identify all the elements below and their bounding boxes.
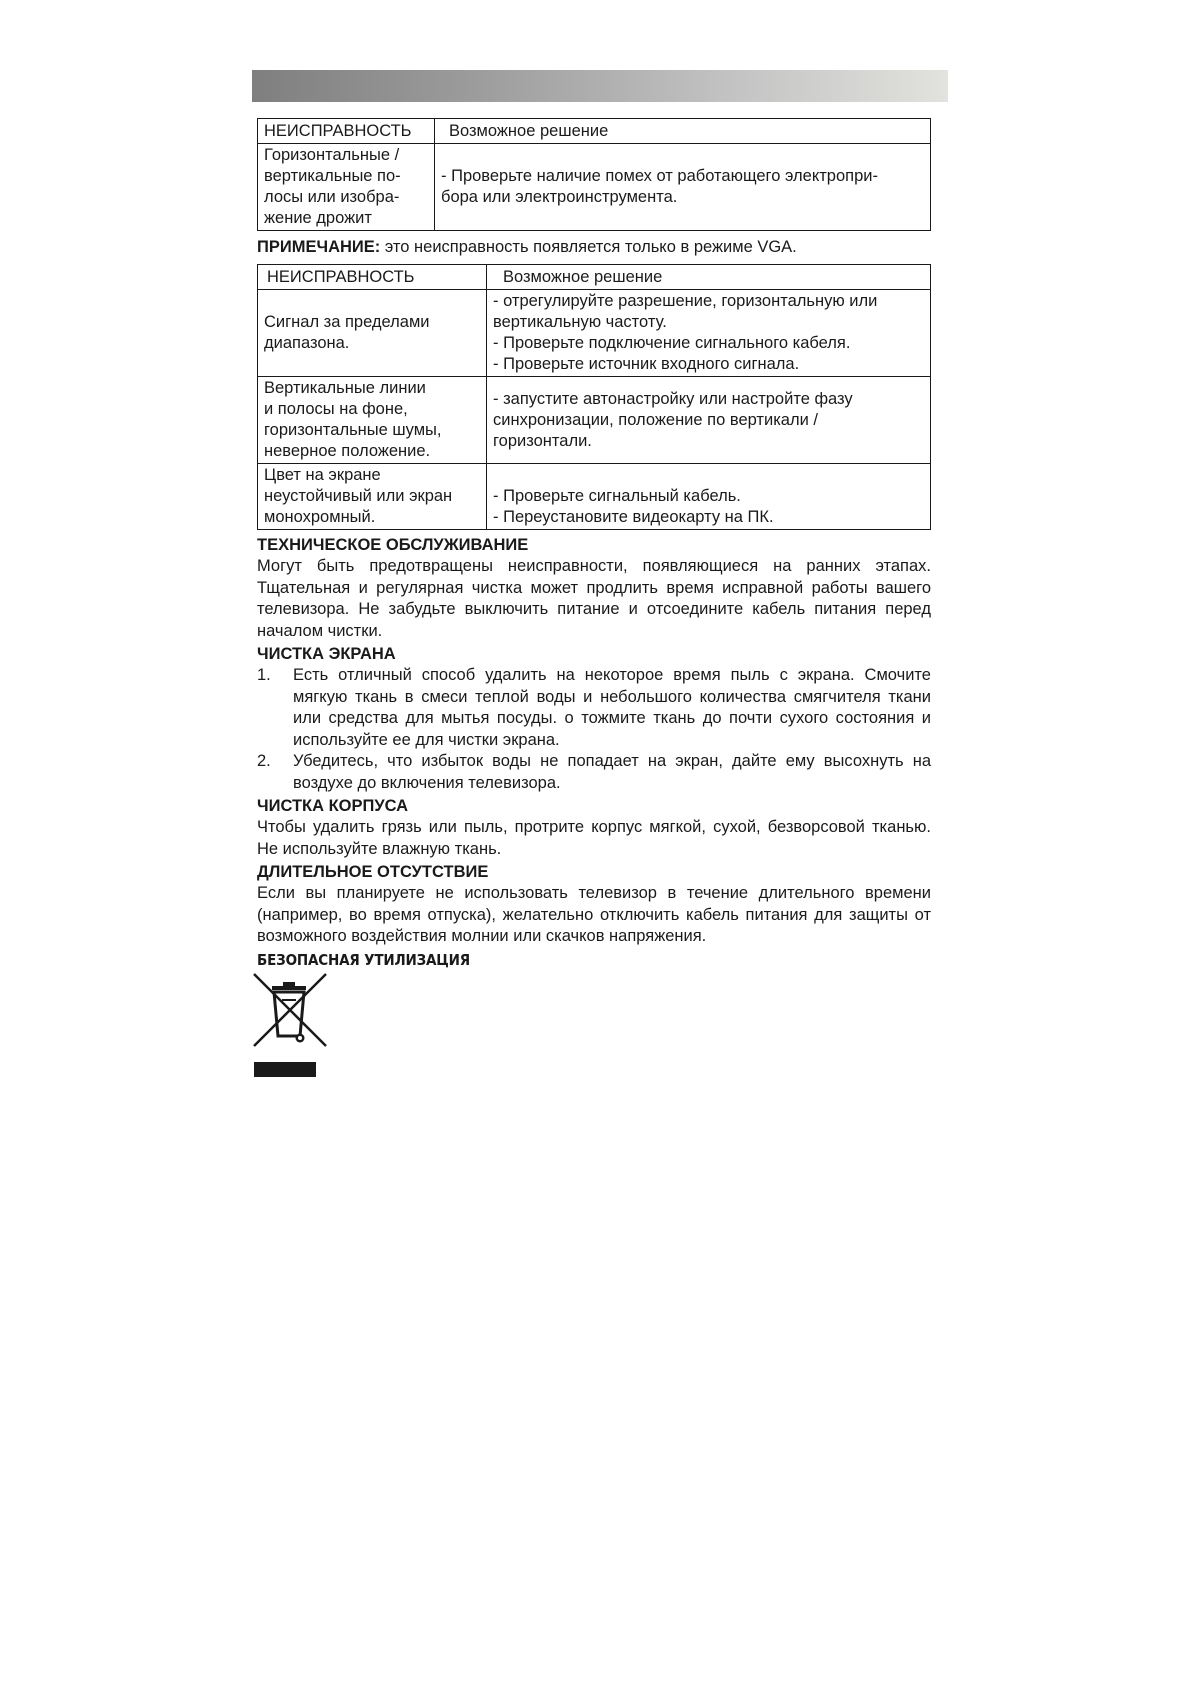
maintenance-title: ТЕХНИЧЕСКОЕ ОБСЛУЖИВАНИЕ: [257, 536, 529, 554]
solution-cell: - отрегулируйте разрешение, горизонтальную или вертикальную частоту. - Проверьте подключение сигнального кабеля. - Проверьте источник входного сигнала.: [487, 290, 931, 377]
crossed-out-wheelie-bin-icon: [250, 970, 332, 1080]
problem-cell: Вертикальные линии и полосы на фоне, горизонтальные шумы, неверное положение.: [258, 377, 487, 464]
absence-title: ДЛИТЕЛЬНОЕ ОТСУТСТВИЕ: [257, 863, 489, 881]
case-cleaning-title: ЧИСТКА КОРПУСА: [257, 797, 409, 815]
absence-text: Если вы планируете не использовать телевизор в течение длительного времени (например, во время отпуска), желательно отключить кабель питания для защиты от возможного воздействия молнии или скачков напряжения.: [257, 884, 931, 945]
note-label: ПРИМЕЧАНИЕ:: [257, 238, 381, 256]
header-gradient-bar: [252, 70, 948, 102]
solution-cell: - Проверьте сигнальный кабель. - Переустановите видеокарту на ПК.: [487, 464, 931, 530]
list-item-number: 2.: [257, 752, 271, 770]
header-problem: НЕИСПРАВНОСТЬ: [258, 119, 435, 144]
screen-cleaning-list: [257, 665, 931, 794]
header-problem: НЕИСПРАВНОСТЬ: [258, 265, 487, 290]
solution-cell: - запустите автонастройку или настройте фазу синхронизации, положение по вертикали / горизонтали.: [487, 377, 931, 464]
absence-section: [257, 862, 931, 948]
table-header-row: [258, 119, 931, 144]
troubleshooting-table-2: [257, 264, 931, 530]
table-header-row: [258, 265, 931, 290]
solution-cell: - Проверьте наличие помех от работающего электропри- бора или электроинструмента.: [435, 144, 931, 231]
screen-cleaning-section: [257, 644, 931, 794]
troubleshooting-table-1: [257, 118, 931, 231]
table-row: [258, 464, 931, 530]
table-row: [258, 377, 931, 464]
problem-cell: Сигнал за пределами диапазона.: [258, 290, 487, 377]
page-content: [257, 118, 931, 970]
list-item-number: 1.: [257, 666, 271, 684]
problem-cell: Цвет на экране неустойчивый или экран монохромный.: [258, 464, 487, 530]
maintenance-text: Могут быть предотвращены неисправности, появляющиеся на ранних этапах. Тщательная и регулярная чистка может продлить время исправной работы вашего телевизора. Не забудьте выключить питание и отсоедините кабель питания перед началом чистки.: [257, 557, 931, 640]
disposal-icon-wrap: [250, 970, 332, 1080]
list-item-text: Убедитесь, что избыток воды не попадает на экран, дайте ему высохнуть на воздухе до включения телевизора.: [293, 752, 931, 792]
case-cleaning-text: Чтобы удалить грязь или пыль, протрите корпус мягкой, сухой, безворсовой тканью. Не используйте влажную ткань.: [257, 818, 931, 858]
table-row: [258, 290, 931, 377]
maintenance-section: [257, 535, 931, 642]
list-item: [257, 665, 931, 751]
list-item-text: Есть отличный способ удалить на некоторое время пыль с экрана. Смочите мягкую ткань в смеси теплой воды и небольшого количества смягчителя ткани или средства для мытья посуды. о тожмите ткань до почти сухого состояния и используйте ее для чистки экрана.: [293, 666, 931, 749]
header-solution: Возможное решение: [435, 119, 931, 144]
header-solution: Возможное решение: [487, 265, 931, 290]
vga-note: [257, 237, 931, 258]
list-item: [257, 751, 931, 794]
screen-cleaning-title: ЧИСТКА ЭКРАНА: [257, 645, 396, 663]
note-text: это неисправность появляется только в режиме VGA.: [380, 238, 797, 256]
table-row: [258, 144, 931, 231]
case-cleaning-section: [257, 796, 931, 860]
problem-cell: Горизонтальные / вертикальные по- лосы или изобра- жение дрожит: [258, 144, 435, 231]
disposal-title: БЕЗОПАСНАЯ УТИЛИЗАЦИЯ: [257, 950, 470, 969]
